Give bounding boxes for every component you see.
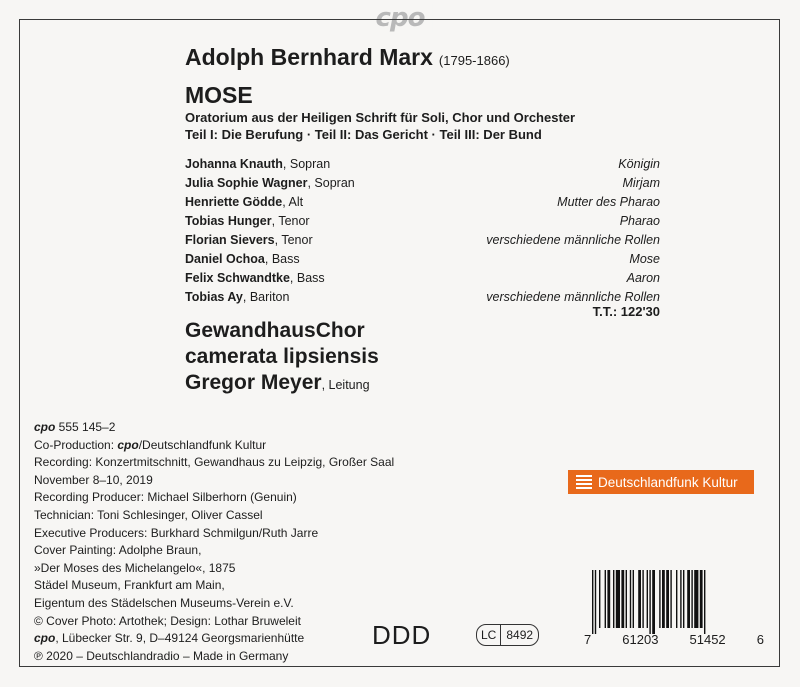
conductor-role: , Leitung	[321, 378, 370, 392]
total-time: T.T.: 122'30	[592, 304, 660, 319]
work-subtitle: Oratorium aus der Heiligen Schrift für Soli, Chor und Orchester	[185, 110, 576, 125]
cast-row	[185, 193, 660, 212]
composer-name	[185, 44, 510, 71]
recording-line: Recording: Konzertmitschnitt, Gewandhaus zu Leipzig, Großer Saal	[34, 455, 395, 470]
exec-producers-line: Executive Producers: Burkhard Schmilgun/Ruth Jarre	[34, 525, 319, 540]
cast-row	[185, 250, 660, 269]
credits-block	[34, 419, 394, 665]
role-name: Mose	[629, 252, 660, 266]
composer-name-text: Adolph Bernhard Marx	[185, 44, 433, 70]
copyright-line: ℗ 2020 – Deutschlandradio – Made in Germany	[34, 648, 289, 663]
label-code	[476, 624, 539, 646]
cast-row	[185, 212, 660, 231]
coproduction-label: Co-Production:	[34, 437, 118, 452]
barcode-digit-group: 51452	[689, 632, 726, 647]
singer-name: Daniel Ochoa	[185, 252, 265, 266]
work-title: MOSE	[185, 82, 253, 108]
role-name: Pharao	[619, 214, 660, 228]
cast-row	[185, 174, 660, 193]
cast-row	[185, 155, 660, 174]
role-name: verschiedene männliche Rollen	[486, 233, 660, 247]
voice-type: , Tenor	[274, 233, 313, 247]
address-text: , Lübecker Str. 9, D–49124 Georgsmarienhütte	[55, 631, 305, 646]
orchestra-name: camerata lipsiensis	[185, 345, 379, 368]
broadcaster-icon	[576, 475, 592, 489]
cpo-mini-logo: cpo	[34, 631, 56, 646]
coproduction-line	[34, 437, 394, 455]
voice-type: , Bass	[289, 271, 325, 285]
singer-name: Tobias Hunger	[185, 214, 272, 228]
singer-name: Felix Schwandtke	[185, 271, 290, 285]
cast-row	[185, 269, 660, 288]
role-name: Aaron	[626, 271, 660, 285]
role-name: Mutter des Pharao	[557, 195, 660, 209]
catalog-line	[34, 419, 394, 437]
barcode-digit-group: 7	[584, 632, 592, 647]
singer-name: Julia Sophie Wagner	[185, 176, 308, 190]
voice-type: , Tenor	[271, 214, 310, 228]
cover-painting-line: Cover Painting: Adolphe Braun,	[34, 543, 202, 558]
museum-line: Städel Museum, Frankfurt am Main,	[34, 578, 225, 593]
photo-design-line: © Cover Photo: Artothek; Design: Lothar Bruweleit	[34, 613, 301, 628]
barcode-bars	[592, 570, 756, 634]
conductor-name: Gregor Meyer	[185, 371, 322, 394]
choir-name: GewandhausChor	[185, 319, 365, 342]
cpo-mini-logo: cpo	[34, 420, 56, 434]
singer-name: Johanna Knauth	[185, 157, 283, 171]
voice-type: , Alt	[282, 195, 304, 209]
singer-name: Tobias Ay	[185, 290, 243, 304]
coproduction-partner: /Deutschlandfunk Kultur	[138, 437, 267, 452]
label-code-number: 8492	[506, 628, 534, 642]
singer-name: Florian Sievers	[185, 233, 275, 247]
label-code-prefix: LC	[477, 625, 501, 645]
technician-line: Technician: Toni Schlesinger, Oliver Cassel	[34, 507, 263, 522]
voice-type: , Bariton	[242, 290, 290, 304]
role-name: Mirjam	[622, 176, 660, 190]
painting-title-line: »Der Moses des Michelangelo«, 1875	[34, 560, 236, 575]
deutschlandfunk-logo	[568, 470, 754, 494]
voice-type: , Sopran	[282, 157, 331, 171]
conductor-line	[185, 370, 370, 398]
barcode-digit-group: 61203	[622, 632, 659, 647]
address-line	[34, 630, 394, 648]
voice-type: , Bass	[264, 252, 300, 266]
barcode-digits	[584, 632, 764, 647]
cast-row	[185, 288, 660, 307]
owner-line: Eigentum des Städelschen Museums-Verein e.V.	[34, 595, 294, 610]
role-name: Königin	[618, 157, 660, 171]
role-name: verschiedene männliche Rollen	[486, 290, 660, 304]
cpo-mini-logo: cpo	[117, 437, 139, 452]
cast-row	[185, 231, 660, 250]
catalog-number: 555 145–2	[55, 420, 116, 434]
recording-date: November 8–10, 2019	[34, 472, 153, 487]
broadcaster-name: Deutschlandfunk Kultur	[598, 474, 738, 490]
cast-list	[185, 155, 660, 307]
voice-type: , Sopran	[307, 176, 355, 190]
producer-line: Recording Producer: Michael Silberhorn (Genuin)	[34, 490, 297, 505]
ddd-mark: DDD	[372, 620, 432, 650]
composer-dates: (1795-1866)	[438, 53, 510, 68]
cpo-logo: cpo	[368, 4, 433, 32]
work-parts: Teil I: Die Berufung · Teil II: Das Gericht · Teil III: Der Bund	[185, 127, 542, 142]
barcode-digit-group: 6	[756, 632, 764, 647]
barcode	[584, 570, 764, 650]
singer-name: Henriette Gödde	[185, 195, 283, 209]
